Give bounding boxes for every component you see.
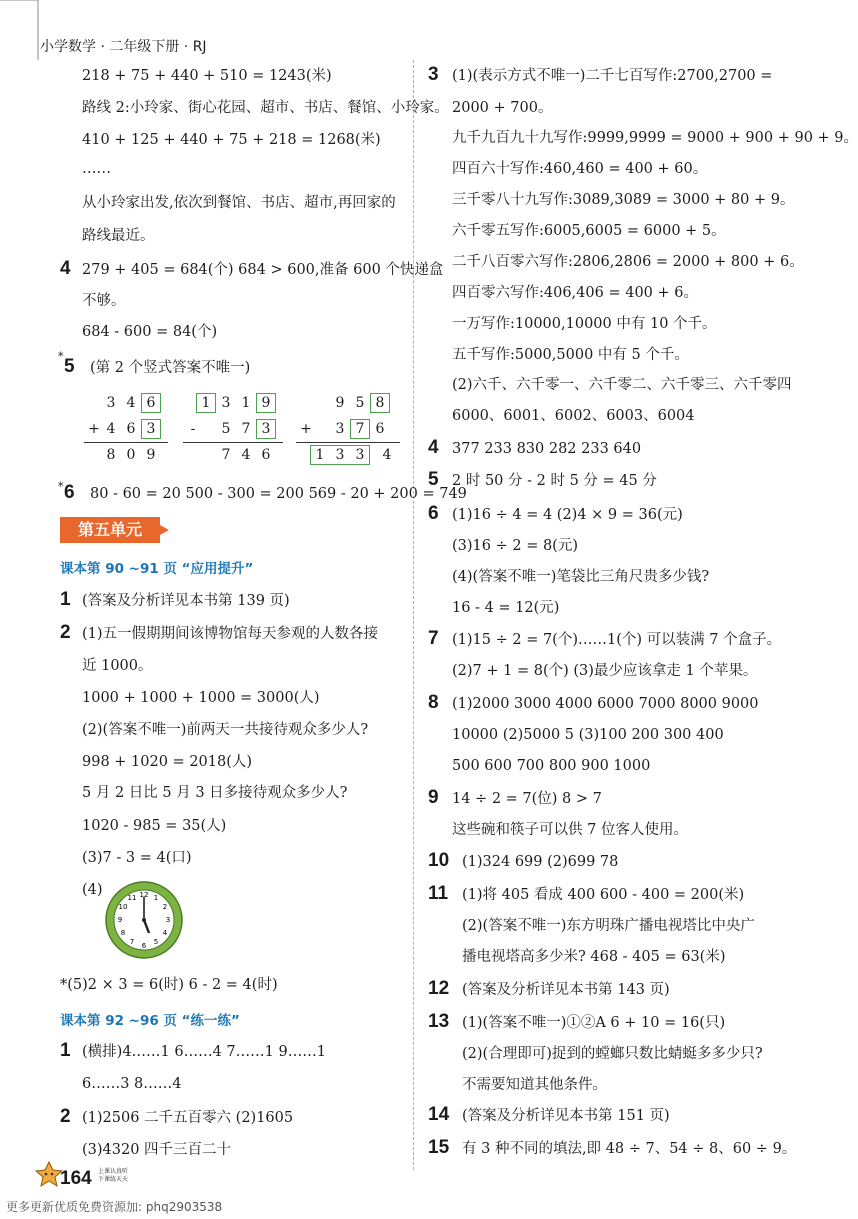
text-line: 5 月 2 日比 5 月 3 日多接待观众多少人?	[82, 785, 348, 801]
text-line: (1)将 405 看成 400 600 - 400 = 200(米)	[462, 887, 745, 903]
corner-fold-decoration	[0, 0, 60, 70]
text-line: 998 + 1020 = 2018(人)	[82, 754, 253, 770]
text-line: (1)2000 3000 4000 6000 7000 8000 9000	[452, 696, 759, 712]
digit: 5	[221, 421, 231, 437]
digit: 1	[201, 395, 211, 411]
question-number: 6	[64, 482, 75, 503]
digit: 3	[335, 421, 345, 437]
text-line: 2 时 50 分 - 2 时 5 分 = 45 分	[452, 473, 657, 489]
question-number: 7	[428, 628, 439, 649]
operator: +	[88, 421, 100, 437]
digit: 3	[106, 395, 116, 411]
text-line: 279 + 405 = 684(个) 684 > 600,准备 600 个快递盒	[82, 262, 444, 278]
digit: 3	[335, 447, 345, 463]
operator: +	[300, 421, 312, 437]
sum-line	[296, 442, 400, 443]
digit: 0	[126, 447, 136, 463]
text-line: 684 - 600 = 84(个)	[82, 324, 218, 340]
text-line: 一万写作:10000,10000 中有 10 个千。	[452, 316, 717, 332]
text-line: 这些碗和筷子可以供 7 位客人使用。	[452, 822, 688, 838]
text-line: (答案及分析详见本书第 139 页)	[82, 593, 290, 609]
clock-numeral: 7	[129, 938, 135, 946]
text-line: 1020 - 985 = 35(人)	[82, 818, 227, 834]
star-mark: *	[58, 480, 64, 493]
text-line: 播电视塔高多少米? 468 - 405 = 63(米)	[462, 949, 726, 965]
clock-numeral: 4	[162, 929, 168, 937]
digit: 6	[375, 421, 385, 437]
digit: 5	[355, 395, 365, 411]
question-number: 6	[428, 503, 439, 524]
text-line: (1)(表示方式不唯一)二千七百写作:2700,2700 =	[452, 68, 773, 84]
text-line: (第 2 个竖式答案不唯一)	[90, 360, 251, 376]
digit: 6	[126, 421, 136, 437]
digit: 7	[241, 421, 251, 437]
question-number: 8	[428, 692, 439, 713]
text-line: 九千九百九十九写作:9999,9999 = 9000 + 900 + 90 + 9。	[452, 130, 858, 146]
question-number: 3	[428, 64, 439, 85]
digit: 3	[146, 421, 156, 437]
clock-numeral: 11	[127, 894, 137, 902]
clock-numeral: 12	[139, 891, 149, 899]
motto-line: 上课认真听	[98, 1168, 129, 1175]
motto-badge	[98, 1168, 128, 1184]
clock-numeral: 6	[141, 942, 147, 950]
text-line: 三千零八十九写作:3089,3089 = 3000 + 80 + 9。	[452, 192, 795, 208]
clock-numeral: 9	[117, 916, 123, 924]
text-line: 16 - 4 = 12(元)	[452, 600, 560, 616]
text-line: (2)(答案不唯一)前两天一共接待观众多少人?	[82, 722, 369, 738]
question-number: 11	[428, 883, 449, 904]
text-line: 6……3 8……4	[82, 1076, 182, 1092]
digit: 4	[106, 421, 116, 437]
text-line: (2)(答案不唯一)东方明珠广播电视塔比中央广	[462, 918, 755, 934]
text-line: 二千八百零六写作:2806,2806 = 2000 + 800 + 6。	[452, 254, 804, 270]
page-number: 164	[60, 1168, 92, 1189]
text-line: *(5)2 × 3 = 6(时) 6 - 2 = 4(时)	[60, 977, 278, 993]
clock-numeral: 10	[118, 903, 128, 911]
question-number: 14	[428, 1104, 450, 1125]
digit: 4	[241, 447, 251, 463]
text-line: (3)7 - 3 = 4(口)	[82, 850, 192, 866]
digit: 3	[261, 421, 271, 437]
text-line: 500 600 700 800 900 1000	[452, 758, 651, 774]
digit: 9	[261, 395, 271, 411]
text-line: (答案及分析详见本书第 151 页)	[462, 1108, 670, 1124]
digit: 8	[106, 447, 116, 463]
text-line: 从小玲家出发,依次到餐馆、书店、超市,再回家的	[82, 195, 396, 211]
difference-line	[183, 442, 283, 443]
text-line: 不够。	[82, 293, 126, 309]
text-line: 四百六十写作:460,460 = 400 + 60。	[452, 161, 708, 177]
clock-numeral: 2	[162, 903, 168, 911]
text-line: (横排)4……1 6……4 7……1 9……1	[82, 1044, 326, 1060]
column-divider	[413, 60, 414, 1170]
text-line: 不需要知道其他条件。	[462, 1077, 607, 1093]
star-mark: *	[58, 350, 64, 363]
text-line: 路线最近。	[82, 228, 155, 244]
page-header-title: 小学数学 · 二年级下册 · RJ	[40, 39, 207, 55]
text-line: 五千写作:5000,5000 中有 5 个千。	[452, 347, 689, 363]
digit: 6	[261, 447, 271, 463]
digit: 9	[146, 447, 156, 463]
text-line: 2000 + 700。	[452, 100, 553, 116]
text-line: (1)五一假期期间该博物馆每天参观的人数各接	[82, 626, 379, 642]
text-line: (4)	[82, 882, 103, 898]
question-number: 1	[60, 589, 71, 610]
digit: 7	[221, 447, 231, 463]
digit: 9	[335, 395, 345, 411]
text-line: 377 233 830 282 233 640	[452, 441, 642, 457]
digit: 1	[315, 447, 325, 463]
clock-numeral: 1	[153, 894, 159, 902]
footer-note: 更多更新优质免费资源加: phq2903538	[6, 1200, 223, 1214]
text-line: (3)16 ÷ 2 = 8(元)	[452, 538, 578, 554]
digit: 7	[355, 421, 365, 437]
clock-numeral: 3	[165, 916, 171, 924]
text-line: (1)324 699 (2)699 78	[462, 854, 619, 870]
text-line: 410 + 125 + 440 + 75 + 218 = 1268(米)	[82, 132, 381, 148]
text-line: (答案及分析详见本书第 143 页)	[462, 982, 670, 998]
text-line: (1)(答案不唯一)①②A 6 + 10 = 16(只)	[462, 1015, 726, 1031]
text-line: (3)4320 四千三百二十	[82, 1142, 232, 1158]
digit: 8	[375, 395, 385, 411]
operator: -	[190, 421, 196, 437]
question-number: 4	[428, 437, 439, 458]
clock-numeral: 8	[120, 929, 126, 937]
text-line: 六千零五写作:6005,6005 = 6000 + 5。	[452, 223, 726, 239]
text-line: (1)2506 二千五百零六 (2)1605	[82, 1110, 294, 1126]
question-number: 13	[428, 1011, 450, 1032]
text-line: 有 3 种不同的填法,即 48 ÷ 7、54 ÷ 8、60 ÷ 9。	[462, 1141, 797, 1157]
question-number: 2	[60, 622, 71, 643]
unit-title-tag: 第五单元	[60, 517, 160, 543]
digit: 4	[126, 395, 136, 411]
question-number: 12	[428, 978, 450, 999]
text-line: (1)15 ÷ 2 = 7(个)……1(个) 可以装满 7 个盒子。	[452, 632, 782, 648]
question-number: 15	[428, 1137, 450, 1158]
text-line: (1)16 ÷ 4 = 4 (2)4 × 9 = 36(元)	[452, 507, 683, 523]
text-line: (2)(合理即可)捉到的螳螂只数比蜻蜓多多少只?	[462, 1046, 763, 1062]
question-number: 5	[64, 356, 75, 377]
clock-numeral: 5	[153, 938, 159, 946]
text-line: 6000、6001、6002、6003、6004	[452, 408, 695, 424]
text-line: 10000 (2)5000 5 (3)100 200 300 400	[452, 727, 724, 743]
text-line: ……	[82, 161, 111, 177]
text-line: 1000 + 1000 + 1000 = 3000(人)	[82, 690, 320, 706]
sum-line	[84, 442, 168, 443]
digit: 6	[146, 395, 156, 411]
section-heading: 课本第 90 ~91 页 “应用提升”	[60, 561, 254, 577]
text-line: (2)六千、六千零一、六千零二、六千零三、六千零四	[452, 377, 792, 393]
text-line: 路线 2:小玲家、街心花园、超市、书店、餐馆、小玲家。	[82, 100, 449, 116]
question-number: 9	[428, 787, 439, 808]
question-number: 1	[60, 1040, 71, 1061]
question-number: 2	[60, 1106, 71, 1127]
clock-icon	[104, 880, 184, 960]
text-line: 近 1000。	[82, 658, 153, 674]
text-line: (4)(答案不唯一)笔袋比三角尺贵多少钱?	[452, 569, 710, 585]
section-heading: 课本第 92 ~96 页 “练一练”	[60, 1013, 240, 1029]
motto-line: 下课练天天	[98, 1176, 129, 1183]
question-number: 5	[428, 469, 439, 490]
text-line: 218 + 75 + 440 + 510 = 1243(米)	[82, 68, 332, 84]
question-number: 4	[60, 258, 71, 279]
question-number: 10	[428, 850, 450, 871]
text-line: 80 - 60 = 20 500 - 300 = 200 569 - 20 + 200 = 749	[90, 486, 467, 502]
digit: 3	[355, 447, 365, 463]
text-line: 14 ÷ 2 = 7(位) 8 > 7	[452, 791, 602, 807]
digit: 1	[241, 395, 251, 411]
digit: 4	[382, 447, 392, 463]
text-line: 四百零六写作:406,406 = 400 + 6。	[452, 285, 698, 301]
text-line: (2)7 + 1 = 8(个) (3)最少应该拿走 1 个苹果。	[452, 663, 758, 679]
digit: 3	[221, 395, 231, 411]
